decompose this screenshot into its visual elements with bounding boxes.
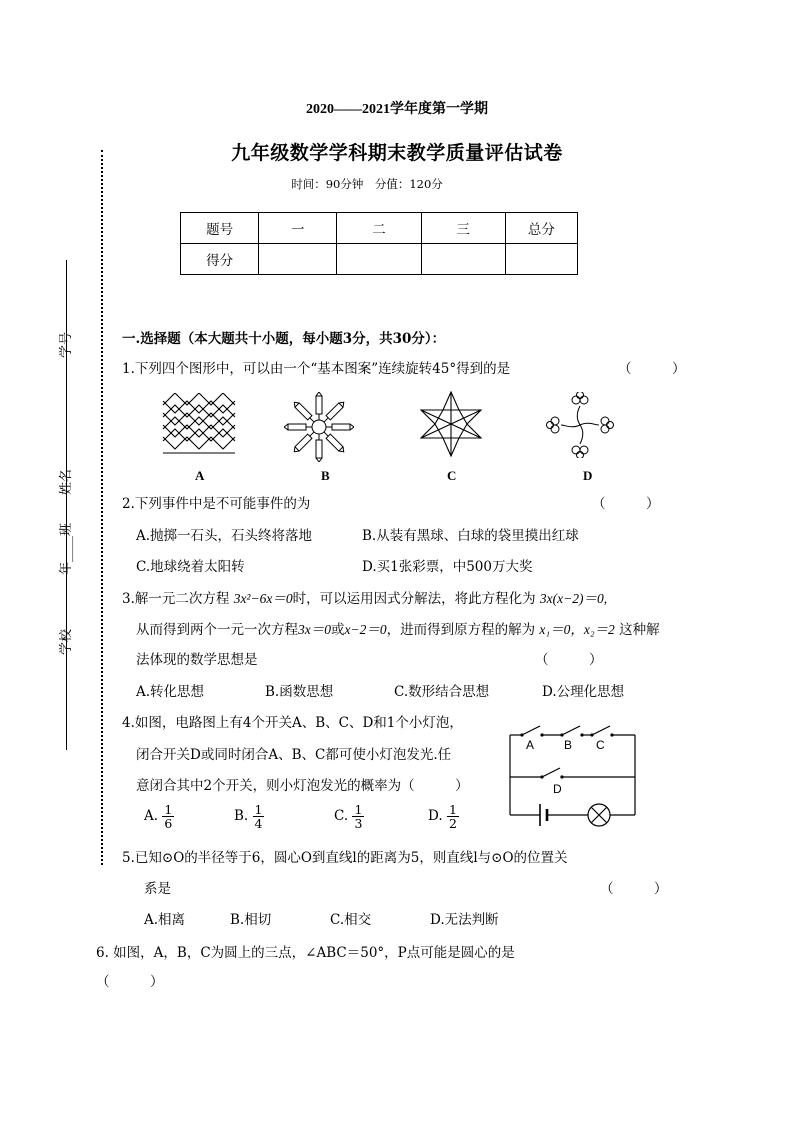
q1-figure-d	[545, 392, 615, 458]
fraction-denominator: 2	[448, 816, 457, 832]
q5-answer-paren[interactable]: （ ）	[600, 881, 668, 897]
q2-option-c[interactable]: C.地球绕着太阳转	[136, 559, 245, 575]
class-label: 年____班	[59, 522, 74, 575]
exam-term: 2020——2021学年度第一学期	[306, 102, 488, 117]
q3-equation: 3x²−6x＝0	[233, 591, 293, 606]
q3-option-b[interactable]: B.函数思想	[265, 684, 334, 700]
q2-option-a[interactable]: A.抛掷一石头，石头终将落地	[136, 528, 313, 544]
q5-option-b[interactable]: B.相切	[230, 912, 272, 928]
fraction-denominator: 6	[164, 816, 173, 832]
switch-label-c: C	[596, 738, 605, 752]
q4-line-1: 4.如图，电路图上有4个开关A、B、C、D和1个小灯泡，	[122, 715, 463, 731]
q1-figure-c	[415, 390, 487, 458]
q4-option-d-fraction	[447, 803, 459, 830]
q3-line-1	[122, 592, 607, 607]
q3-text-1a: 3.解一元二次方程	[122, 591, 230, 607]
switch-label-a: A	[526, 738, 535, 752]
q1-label-a: A	[195, 468, 205, 483]
q3-line-2	[136, 623, 660, 638]
q3-solutions: x₁＝0，x₂＝2	[539, 622, 615, 637]
score-header-cell: 三	[421, 213, 505, 244]
score-table	[180, 212, 578, 275]
q3-line-3: 法体现的数学思想是	[136, 652, 258, 668]
q3-option-d[interactable]: D.公理化思想	[542, 684, 625, 700]
name-label: 姓名	[59, 468, 74, 495]
score-header-cell: 总分	[505, 213, 577, 244]
q1-figure-b	[284, 392, 354, 462]
q2-stem: 2.下列事件中是不可能事件的为	[122, 496, 311, 512]
fraction-denominator: 4	[254, 816, 263, 832]
q3-factored: 3x(x−2)＝0,	[539, 591, 608, 606]
score-cell[interactable]	[421, 244, 505, 275]
score-header-cell: 一	[259, 213, 337, 244]
q6-line-1: 6. 如图，A，B，C为圆上的三点，∠ABC＝50°，P点可能是圆心的是	[96, 945, 515, 961]
q4-option-letter: B.	[234, 808, 249, 825]
fraction-numerator: 1	[448, 802, 457, 817]
q4-option-d[interactable]	[428, 803, 459, 830]
q4-option-letter: A.	[144, 808, 159, 825]
section-title: 一.选择题（本大题共十小题，每小题3分，共30分）：	[122, 331, 446, 347]
q4-option-c-fraction	[352, 803, 364, 830]
score-row-label: 得分	[181, 244, 259, 275]
fraction-denominator: 3	[354, 816, 363, 832]
fraction-numerator: 1	[164, 802, 173, 817]
score-header-cell: 二	[337, 213, 421, 244]
score-cell[interactable]	[259, 244, 337, 275]
q2-answer-paren[interactable]: （ ）	[592, 496, 660, 512]
q3-text-2c: ，进而得到原方程的解为	[386, 622, 536, 638]
q2-option-d[interactable]: D.买1张彩票，中500万大奖	[362, 559, 533, 575]
q5-line-1: 5.已知⊙O的半径等于6，圆心O到直线l的距离为5，则直线l与⊙O的位置关	[122, 850, 568, 866]
q4-option-letter: C.	[334, 808, 349, 825]
q1-figure-a	[155, 393, 250, 455]
q2-option-b[interactable]: B.从装有黑球、白球的袋里摸出红球	[362, 528, 579, 544]
score-cell[interactable]	[337, 244, 421, 275]
score-cell[interactable]	[505, 244, 577, 275]
q5-option-c[interactable]: C.相交	[330, 912, 372, 928]
exam-info: 时间：90分钟 分值：120分	[291, 177, 443, 191]
q3-answer-paren[interactable]: （ ）	[535, 652, 603, 668]
q4-circuit-diagram	[500, 715, 645, 830]
q1-stem: 1.下列四个图形中，可以由一个“基本图案”连续旋转45°得到的是	[122, 361, 511, 377]
score-header-cell: 题号	[181, 213, 259, 244]
school-label: 学校	[59, 628, 74, 655]
q3-text-2b: 或	[331, 622, 345, 638]
q3-eq-b: x−2＝0	[344, 622, 387, 637]
q4-line-3: 意闭合其中2个开关，则小灯泡发光的概率为（ ）	[136, 778, 469, 794]
fraction-numerator: 1	[254, 802, 263, 817]
fraction-numerator: 1	[354, 802, 363, 817]
q4-line-2: 闭合开关D或同时闭合A、B、C都可使小灯泡发光.任	[136, 747, 452, 763]
q3-text-1b: 时，可以运用因式分解法，将此方程化为	[292, 591, 536, 607]
q4-option-b-fraction	[253, 803, 265, 830]
q3-eq-a: 3x＝0	[298, 622, 331, 637]
q1-label-c: C	[447, 468, 457, 483]
q3-text-2d: 这种解	[619, 622, 660, 638]
q4-option-a-fraction	[162, 803, 174, 830]
q3-option-a[interactable]: A.转化思想	[136, 684, 205, 700]
q5-option-a[interactable]: A.相离	[144, 912, 186, 928]
binding-line	[101, 150, 103, 865]
q4-option-b[interactable]	[234, 803, 264, 830]
q3-text-2a: 从而得到两个一元一次方程	[136, 622, 298, 638]
q5-option-d[interactable]: D.无法判断	[430, 912, 499, 928]
student-number-label: 学号	[59, 331, 74, 358]
q1-label-b: B	[321, 468, 330, 483]
q6-answer-paren[interactable]: （ ）	[96, 974, 164, 990]
q1-label-d: D	[583, 468, 593, 483]
q1-answer-paren[interactable]: （ ）	[618, 361, 686, 377]
q3-option-c[interactable]: C.数形结合思想	[394, 684, 490, 700]
q4-option-letter: D.	[428, 808, 443, 825]
switch-label-d: D	[553, 782, 562, 796]
page-title: 九年级数学学科期末教学质量评估试卷	[231, 142, 563, 164]
q5-line-2: 系是	[144, 881, 171, 897]
q4-option-a[interactable]	[144, 803, 174, 830]
switch-label-b: B	[564, 738, 573, 752]
q4-option-c[interactable]	[334, 803, 364, 830]
